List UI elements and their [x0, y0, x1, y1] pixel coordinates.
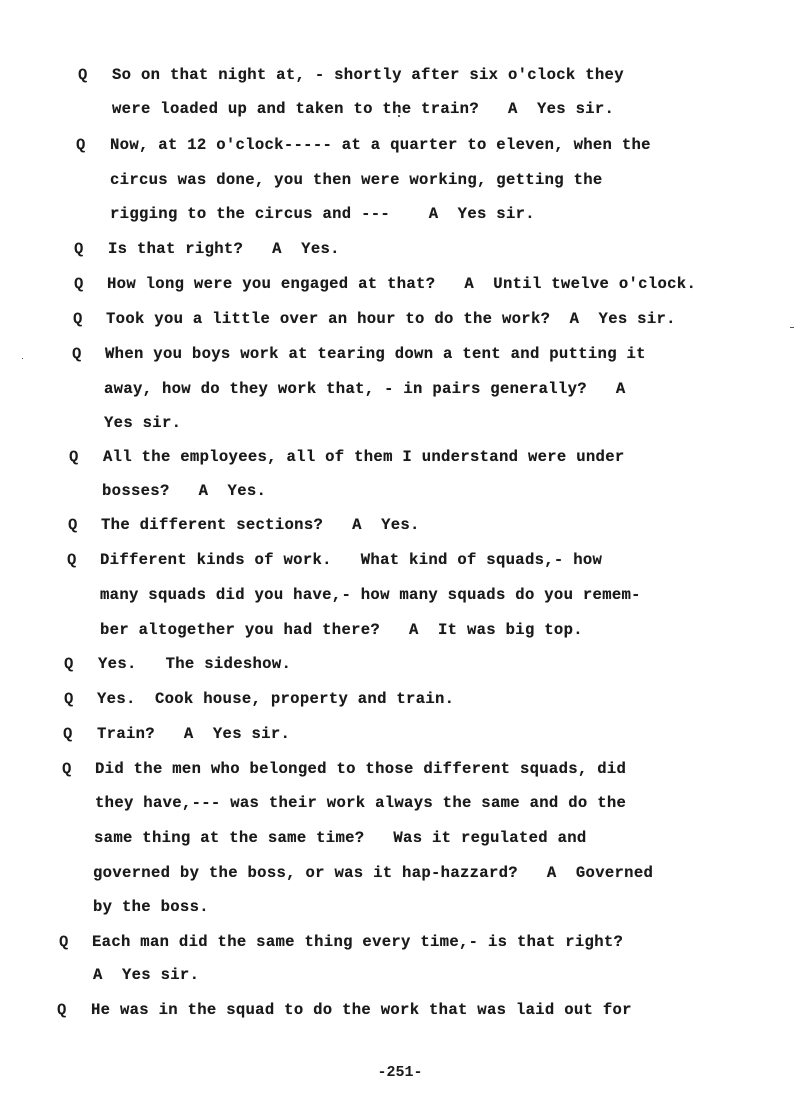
- question-marker: Q: [72, 345, 82, 363]
- transcript-line: When you boys work at tearing down a tent and putting it: [105, 345, 646, 363]
- transcript-line: same thing at the same time? Was it regulated and: [94, 829, 587, 847]
- transcript-line: A Yes sir.: [93, 966, 200, 984]
- transcript-line: they have,--- was their work always the same and do the: [95, 794, 627, 812]
- transcript-line: rigging to the circus and --- A Yes sir.: [110, 205, 535, 223]
- question-marker: Q: [62, 760, 72, 778]
- transcript-line: All the employees, all of them I understand were under: [103, 448, 625, 466]
- transcript-line: many squads did you have,- how many squads do you remem-: [100, 586, 641, 604]
- paper-speck: [790, 327, 794, 328]
- transcript-line: Did the men who belonged to those different squads, did: [95, 760, 627, 778]
- transcript-line: were loaded up and taken to the train? A Yes sir.: [112, 100, 615, 118]
- page-number: -251-: [377, 1064, 423, 1081]
- transcript-line: So on that night at, - shortly after six o'clock they: [112, 66, 624, 84]
- transcript-line: Each man did the same thing every time,- is that right?: [92, 933, 624, 951]
- question-marker: Q: [78, 66, 88, 84]
- transcript-line: How long were you engaged at that? A Until twelve o'clock.: [107, 275, 697, 293]
- question-marker: Q: [64, 690, 74, 708]
- transcript-line: circus was done, you then were working, getting the: [110, 171, 603, 189]
- question-marker: Q: [67, 551, 77, 569]
- transcript-line: Now, at 12 o'clock----- at a quarter to eleven, when the: [110, 136, 651, 154]
- question-marker: Q: [59, 933, 69, 951]
- question-marker: Q: [76, 136, 86, 154]
- question-marker: Q: [57, 1001, 67, 1019]
- transcript-line: by the boss.: [93, 898, 209, 916]
- transcript-line: away, how do they work that, - in pairs generally? A: [104, 380, 626, 398]
- question-marker: Q: [74, 240, 84, 258]
- question-marker: Q: [73, 310, 83, 328]
- transcript-line: He was in the squad to do the work that was laid out for: [91, 1001, 632, 1019]
- transcript-line: Yes. Cook house, property and train.: [97, 690, 455, 708]
- question-marker: Q: [64, 655, 74, 673]
- question-marker: Q: [63, 725, 73, 743]
- transcript-line: Train? A Yes sir.: [97, 725, 291, 743]
- transcript-line: governed by the boss, or was it hap-hazzard? A Governed: [93, 864, 654, 882]
- transcript-line: Different kinds of work. What kind of squads,- how: [100, 551, 603, 569]
- transcript-line: Yes sir.: [104, 414, 182, 432]
- transcript-line: Is that right? A Yes.: [108, 240, 340, 258]
- transcript-line: The different sections? A Yes.: [101, 516, 420, 534]
- transcript-line: ber altogether you had there? A It was big top.: [100, 621, 583, 639]
- paper-speck: [22, 358, 23, 359]
- question-marker: Q: [69, 448, 79, 466]
- question-marker: Q: [74, 275, 84, 293]
- transcript-line: Yes. The sideshow.: [98, 655, 292, 673]
- transcript-line: bosses? A Yes.: [102, 482, 267, 500]
- transcript-line: Took you a little over an hour to do the work? A Yes sir.: [106, 310, 676, 328]
- question-marker: Q: [68, 516, 78, 534]
